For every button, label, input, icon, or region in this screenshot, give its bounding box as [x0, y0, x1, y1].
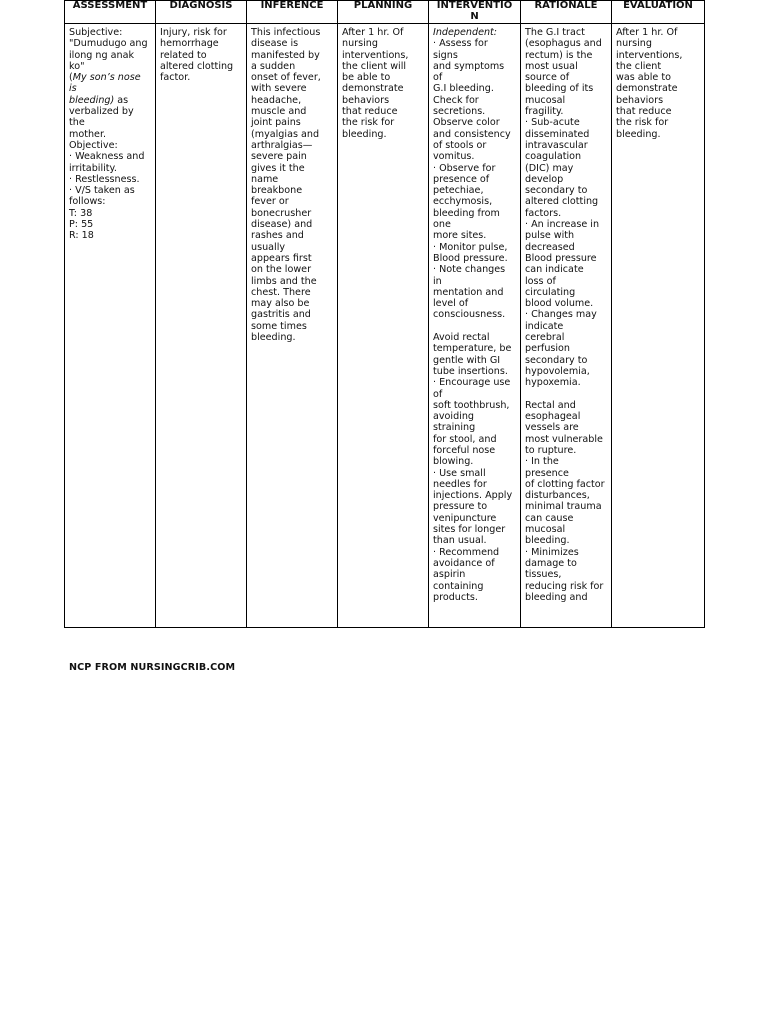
cell-line: · Encourage use: [433, 377, 511, 389]
cell-line: cerebral: [525, 332, 565, 344]
cell-line: blowing.: [433, 456, 474, 468]
cell-evaluation: [612, 24, 705, 628]
cell-line: (DIC) may: [525, 162, 574, 174]
cell-line: mucosal: [525, 94, 566, 106]
cell-line: (My son’s nose: [69, 72, 141, 84]
cell-line: bleeding.: [251, 332, 296, 344]
cell-line: signs: [433, 49, 458, 61]
cell-line: in: [433, 275, 442, 287]
cell-line: · Weakness and: [69, 151, 145, 163]
cell-line: most vulnerable: [525, 433, 603, 445]
cell-line: than usual.: [433, 535, 487, 547]
cell-line: one: [433, 219, 451, 231]
cell-line: of: [433, 72, 443, 84]
cell-line: · In the: [525, 456, 559, 468]
cell-line: perfusion: [525, 343, 571, 355]
cell-line: on the lower: [251, 264, 312, 276]
cell-line: headache,: [251, 94, 302, 106]
cell-line: G.I bleeding.: [433, 83, 494, 95]
cell-line: gastritis and: [251, 309, 311, 321]
cell-line: is: [69, 83, 77, 95]
header-rationale: RATIONALE: [521, 1, 612, 24]
cell-line: of clotting factor: [525, 478, 605, 490]
cell-line: avoidance of: [433, 557, 495, 569]
cell-line: · Use small: [433, 467, 486, 479]
cell-line: of: [433, 388, 443, 400]
cell-line: a sudden: [251, 60, 296, 72]
cell-line: damage to: [525, 557, 577, 569]
cell-line: interventions,: [616, 49, 683, 61]
table-header-row: [65, 1, 705, 24]
cell-line: bleeding.: [342, 128, 387, 140]
cell-line: (esophagus and: [525, 38, 602, 50]
cell-line: disseminated: [525, 128, 590, 140]
cell-line: altered clotting: [160, 60, 234, 72]
cell-line: fragility.: [525, 106, 564, 118]
cell-line: vessels are: [525, 422, 579, 434]
cell-line: Objective:: [69, 139, 118, 151]
cell-line: to rupture.: [525, 444, 577, 456]
cell-line: gives it the: [251, 162, 305, 174]
cell-line: hemorrhage: [160, 38, 219, 50]
cell-line: Blood pressure.: [433, 252, 508, 264]
cell-line: arthralgias—: [251, 139, 313, 151]
cell-line: bonecrusher: [251, 207, 312, 219]
cell-line: and consistency: [433, 128, 511, 140]
cell-line: breakbone: [251, 185, 303, 197]
cell-line: develop: [525, 173, 564, 185]
cell-line: esophageal: [525, 411, 581, 423]
cell-line: temperature, be: [433, 343, 512, 355]
cell-line: ilong ng anak: [69, 49, 135, 61]
cell-line: the client will: [342, 60, 407, 72]
cell-line: that reduce: [616, 106, 672, 118]
cell-line: ko": [69, 60, 85, 72]
cell-line: ecchymosis,: [433, 196, 493, 208]
cell-line: reducing risk for: [525, 580, 604, 592]
cell-line: Rectal and: [525, 399, 576, 411]
cell-line: loss of: [525, 275, 556, 287]
cell-line: the risk for: [616, 117, 669, 129]
header-diagnosis: DIAGNOSIS: [156, 1, 247, 24]
cell-assessment: [65, 24, 156, 628]
cell-line: bleeding and: [525, 591, 588, 603]
cell-line: onset of fever,: [251, 72, 321, 84]
cell-line: bleeding.: [616, 128, 661, 140]
cell-line: disturbances,: [525, 490, 590, 502]
cell-line: altered clotting: [525, 196, 599, 208]
cell-line: that reduce: [342, 106, 398, 118]
nursing-care-plan-table: [64, 0, 705, 628]
cell-line: hypoxemia.: [525, 377, 581, 389]
cell-line: Subjective:: [69, 27, 123, 38]
header-intervention: INTERVENTIO N: [429, 1, 521, 24]
cell-line: gentle with GI: [433, 354, 501, 366]
cell-line: behaviors: [616, 94, 664, 106]
cell-line: chest. There: [251, 286, 311, 298]
footer-source-note: NCP FROM NURSINGCRIB.COM: [69, 662, 236, 673]
cell-line: Independent:: [433, 27, 498, 38]
cell-line: nursing: [616, 38, 652, 50]
cell-line: be able to: [342, 72, 391, 84]
cell-line: severe pain: [251, 151, 307, 163]
cell-line: manifested by: [251, 49, 320, 61]
cell-line: needles for: [433, 478, 487, 490]
cell-line: P: 55: [69, 219, 94, 231]
cell-diagnosis: [156, 24, 247, 628]
cell-line: with severe: [251, 83, 307, 95]
cell-line: appears first: [251, 252, 312, 264]
cell-line: The G.I tract: [525, 27, 585, 38]
cell-line: · Sub-acute: [525, 117, 580, 129]
ncp-table-viewport: [64, 0, 704, 603]
cell-line: mother.: [69, 128, 107, 140]
cell-line: blood volume.: [525, 298, 594, 310]
cell-intervention: [429, 24, 521, 628]
cell-line: avoiding: [433, 411, 475, 423]
cell-line: level of: [433, 298, 469, 310]
cell-line: containing: [433, 580, 484, 592]
cell-line: irritability.: [69, 162, 117, 174]
cell-line: products.: [433, 591, 478, 603]
cell-line: some times: [251, 320, 307, 332]
cell-line: · Note changes: [433, 264, 506, 276]
cell-line: demonstrate: [342, 83, 404, 95]
cell-line: [525, 389, 608, 400]
cell-line: verbalized by: [69, 106, 134, 118]
cell-line: Injury, risk for: [160, 27, 227, 38]
cell-line: petechiae,: [433, 185, 484, 197]
cell-line: bleeding from: [433, 207, 500, 219]
cell-line: · Monitor pulse,: [433, 241, 508, 253]
cell-line: muscle and: [251, 106, 307, 118]
cell-line: more sites.: [433, 230, 487, 242]
cell-line: Blood pressure: [525, 252, 597, 264]
cell-line: for stool, and: [433, 433, 497, 445]
cell-line: interventions,: [342, 49, 409, 61]
cell-line: rashes and: [251, 230, 304, 242]
cell-line: the client: [616, 60, 662, 72]
cell-line: · Minimizes: [525, 546, 579, 558]
cell-line: the: [69, 117, 85, 129]
cell-line: After 1 hr. Of: [342, 27, 404, 38]
cell-line: disease is: [251, 38, 299, 50]
cell-line: T: 38: [69, 207, 93, 219]
cell-line: pulse with: [525, 230, 575, 242]
cell-line: R: 18: [69, 230, 94, 242]
cell-line: · Recommend: [433, 546, 500, 558]
cell-line: bleeding of its: [525, 83, 594, 95]
cell-line: decreased: [525, 241, 575, 253]
cell-line: mucosal: [525, 524, 566, 536]
cell-line: pressure to: [433, 501, 488, 513]
cell-line: coagulation: [525, 151, 582, 163]
cell-line: related to: [160, 49, 207, 61]
cell-line: aspirin: [433, 569, 466, 581]
cell-line: presence of: [433, 173, 490, 185]
cell-rationale: [521, 24, 612, 628]
header-inference: INFERENCE: [247, 1, 338, 24]
cell-line: name: [251, 173, 279, 185]
cell-line: · Restlessness.: [69, 173, 140, 185]
cell-line: was able to: [616, 72, 671, 84]
cell-line: factor.: [160, 72, 191, 84]
cell-line: and symptoms: [433, 60, 505, 72]
cell-line: may also be: [251, 298, 310, 310]
cell-line: nursing: [342, 38, 378, 50]
cell-line: minimal trauma: [525, 501, 602, 513]
cell-line: sites for longer: [433, 524, 506, 536]
cell-line: venipuncture: [433, 512, 497, 524]
cell-line: straining: [433, 422, 476, 434]
cell-line: injections. Apply: [433, 490, 513, 502]
cell-line: (myalgias and: [251, 128, 320, 140]
cell-line: [433, 321, 517, 332]
cell-line: can cause: [525, 512, 574, 524]
cell-line: secondary to: [525, 185, 588, 197]
cell-line: This infectious: [251, 27, 321, 38]
cell-line: the risk for: [342, 117, 395, 129]
cell-inference: [247, 24, 338, 628]
cell-line: usually: [251, 241, 286, 253]
header-planning: PLANNING: [338, 1, 429, 24]
cell-line: · Changes may: [525, 309, 597, 321]
cell-line: · An increase in: [525, 219, 600, 231]
cell-line: can indicate: [525, 264, 584, 276]
cell-line: source of: [525, 72, 570, 84]
header-evaluation: EVALUATION: [612, 1, 705, 24]
cell-line: rectum) is the: [525, 49, 593, 61]
cell-line: Avoid rectal: [433, 332, 490, 344]
table-row: [65, 24, 705, 628]
cell-line: After 1 hr. Of: [616, 27, 678, 38]
cell-line: forceful nose: [433, 444, 496, 456]
cell-line: fever or: [251, 196, 289, 208]
cell-line: follows:: [69, 196, 106, 208]
cell-line: tissues,: [525, 569, 562, 581]
cell-line: joint pains: [251, 117, 301, 129]
cell-line: · Observe for: [433, 162, 496, 174]
cell-line: · Assess for: [433, 38, 488, 50]
cell-line: most usual: [525, 60, 578, 72]
cell-line: Check for: [433, 94, 479, 106]
cell-line: hypovolemia,: [525, 365, 590, 377]
cell-line: soft toothbrush,: [433, 399, 510, 411]
cell-line: secretions.: [433, 106, 486, 118]
cell-line: disease) and: [251, 219, 313, 231]
cell-line: presence: [525, 467, 569, 479]
cell-line: behaviors: [342, 94, 390, 106]
cell-line: bleeding.: [525, 535, 570, 547]
header-assessment: ASSESSMENT: [65, 1, 156, 24]
cell-line: limbs and the: [251, 275, 317, 287]
cell-line: "Dumudugo ang: [69, 38, 148, 50]
cell-line: demonstrate: [616, 83, 678, 95]
cell-line: · V/S taken as: [69, 185, 135, 197]
cell-line: tube insertions.: [433, 365, 508, 377]
cell-planning: [338, 24, 429, 628]
cell-line: bleeding) as: [69, 94, 129, 106]
cell-line: indicate: [525, 320, 564, 332]
cell-line: circulating: [525, 286, 576, 298]
cell-line: intravascular: [525, 139, 588, 151]
cell-line: Observe color: [433, 117, 500, 129]
cell-line: secondary to: [525, 354, 588, 366]
cell-line: of stools or: [433, 139, 487, 151]
cell-line: mentation and: [433, 286, 504, 298]
cell-line: factors.: [525, 207, 562, 219]
cell-line: consciousness.: [433, 309, 506, 321]
cell-line: vomitus.: [433, 151, 475, 163]
